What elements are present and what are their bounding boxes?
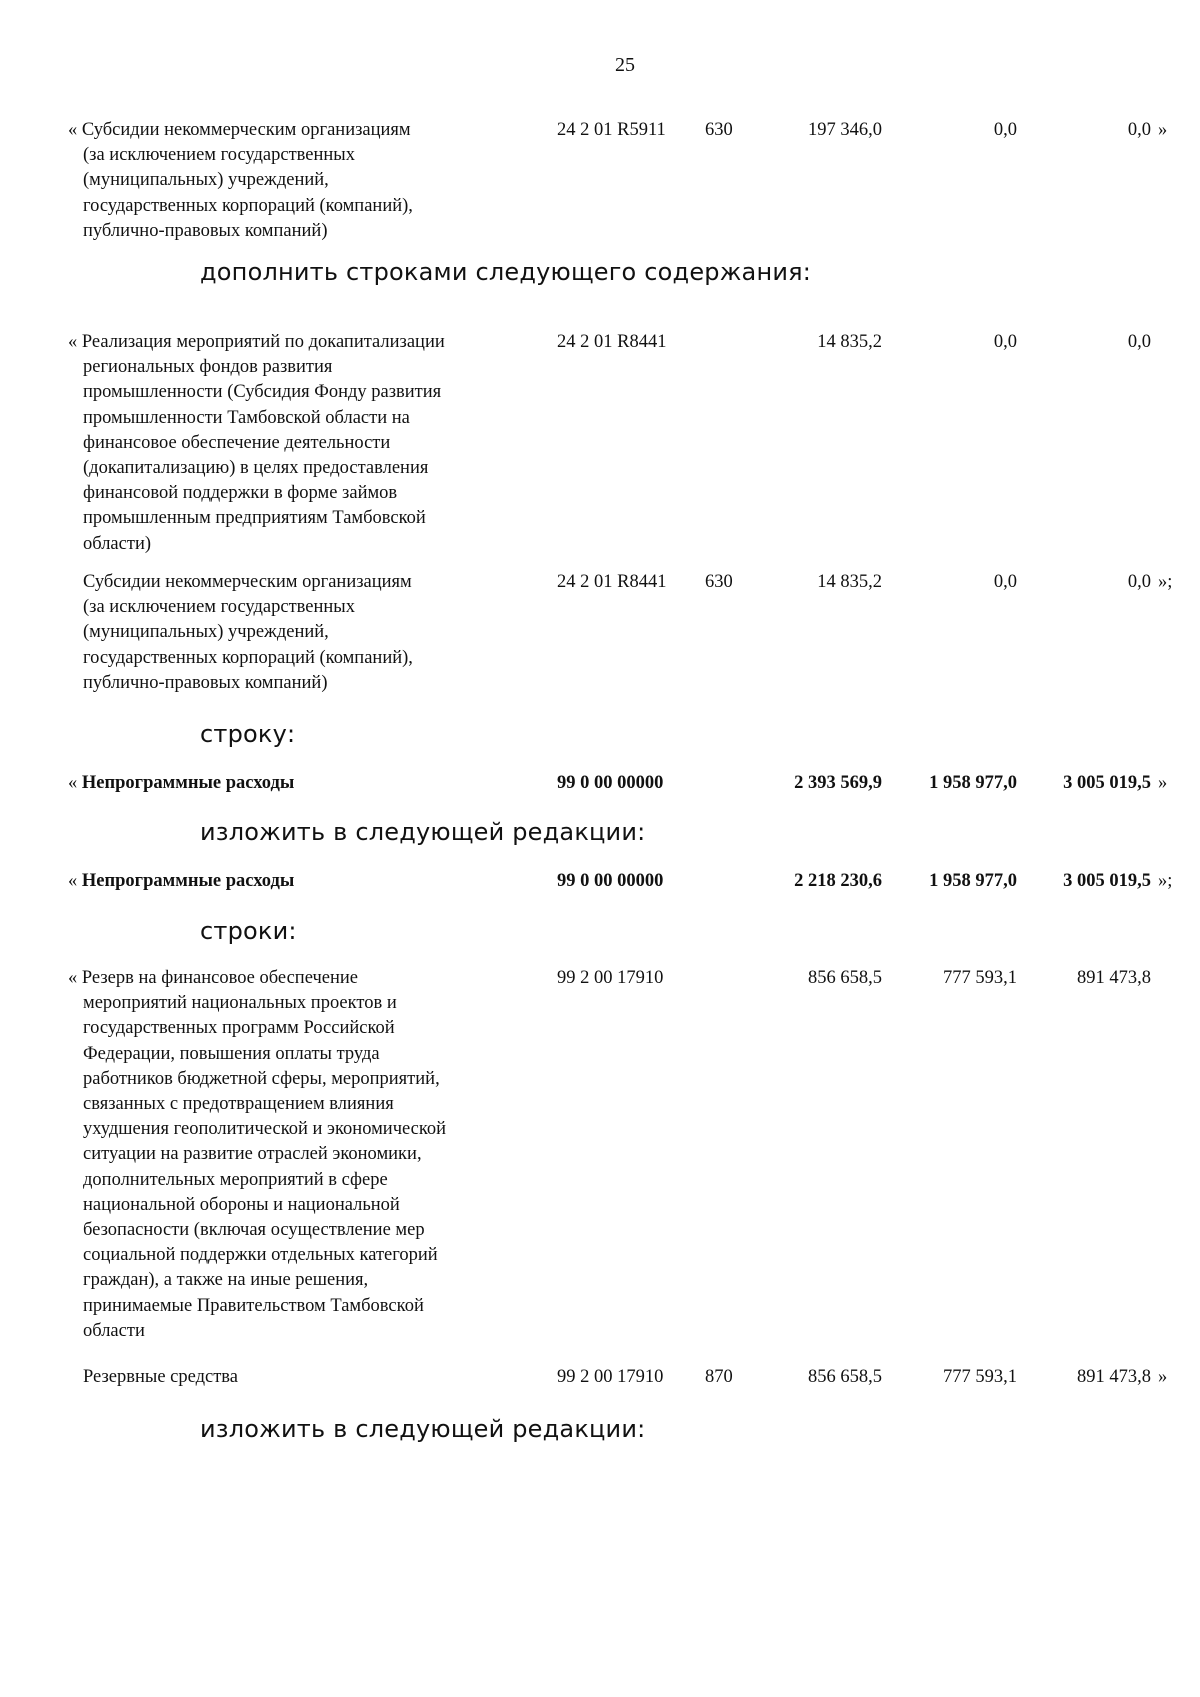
instruction-text: изложить в следующей редакции: xyxy=(200,818,646,846)
target-code: 99 2 00 17910 xyxy=(557,1367,664,1387)
description-line: ситуации на развитие отраслей экономики, xyxy=(83,1144,422,1165)
expense-type-code: 630 xyxy=(705,120,733,140)
value-year-2: 0,0 xyxy=(993,120,1017,140)
page-number: 25 xyxy=(615,54,635,76)
open-quote: « xyxy=(68,773,78,793)
value-year-3: 0,0 xyxy=(1127,572,1151,592)
description-line: Реализация мероприятий по докапитализации xyxy=(81,332,445,352)
description-line: финансовое обеспечение деятельности xyxy=(83,432,391,453)
description-line: региональных фондов развития xyxy=(83,357,333,378)
value-year-1: 197 346,0 xyxy=(808,120,882,140)
value-year-2: 0,0 xyxy=(993,332,1017,352)
description-line: (за исключением государственных xyxy=(83,145,355,166)
description-line: граждан), а также на иные решения, xyxy=(83,1270,369,1291)
value-year-1: 2 218 230,6 xyxy=(794,871,882,891)
close-quote: »; xyxy=(1158,871,1173,891)
close-quote: » xyxy=(1158,1367,1168,1387)
value-year-2: 777 593,1 xyxy=(943,968,1017,988)
value-year-3: 3 005 019,5 xyxy=(1063,871,1151,891)
description-line: публично-правовых компаний) xyxy=(83,672,328,693)
value-year-2: 0,0 xyxy=(993,572,1017,592)
target-code: 24 2 01 R8441 xyxy=(557,572,667,592)
description-line: области) xyxy=(83,533,152,554)
value-year-1: 2 393 569,9 xyxy=(794,773,882,793)
instruction-text: изложить в следующей редакции: xyxy=(200,1415,646,1443)
row-label: Непрограммные расходы xyxy=(81,871,295,891)
open-quote: « xyxy=(68,871,78,891)
description-line: финансовой поддержки в форме займов xyxy=(83,483,398,504)
value-year-3: 3 005 019,5 xyxy=(1063,773,1151,793)
description-line: дополнительных мероприятий в сфере xyxy=(83,1169,388,1190)
row-description xyxy=(68,118,538,244)
open-quote: « xyxy=(68,332,78,352)
description-line: (за исключением государственных xyxy=(83,597,355,618)
description-line: национальной обороны и национальной xyxy=(83,1194,400,1215)
row-label: Резервные средства xyxy=(83,1367,238,1387)
description-line: социальной поддержки отдельных категорий xyxy=(83,1245,438,1266)
description-line: работников бюджетной сферы, мероприятий, xyxy=(83,1068,440,1089)
row-label: Непрограммные расходы xyxy=(81,773,295,793)
open-quote: « xyxy=(68,968,78,988)
description-line: промышленности Тамбовской области на xyxy=(83,407,410,428)
target-code: 99 0 00 00000 xyxy=(557,871,664,891)
row-description xyxy=(68,966,538,1344)
row-description xyxy=(68,330,538,557)
row-description xyxy=(68,869,538,894)
description-line: государственных программ Российской xyxy=(83,1018,395,1039)
close-quote: » xyxy=(1158,120,1168,140)
description-line: ухудшения геополитической и экономической xyxy=(83,1119,447,1140)
close-quote: » xyxy=(1158,773,1168,793)
close-quote: »; xyxy=(1158,572,1173,592)
description-line: государственных корпораций (компаний), xyxy=(83,195,413,216)
description-line: государственных корпораций (компаний), xyxy=(83,647,413,668)
description-line: промышленным предприятиям Тамбовской xyxy=(83,508,426,529)
description-line: мероприятий национальных проектов и xyxy=(83,993,397,1014)
value-year-3: 0,0 xyxy=(1127,332,1151,352)
target-code: 24 2 01 R8441 xyxy=(557,332,667,352)
value-year-2: 1 958 977,0 xyxy=(929,871,1017,891)
value-year-2: 777 593,1 xyxy=(943,1367,1017,1387)
open-quote: « xyxy=(68,120,78,140)
target-code: 99 0 00 00000 xyxy=(557,773,664,793)
instruction-text: строки: xyxy=(200,917,297,945)
description-line: Резерв на финансовое обеспечение xyxy=(81,968,358,988)
row-description xyxy=(68,570,553,696)
value-year-3: 891 473,8 xyxy=(1077,968,1151,988)
description-line: области xyxy=(83,1320,145,1341)
description-line: публично-правовых компаний) xyxy=(83,220,328,241)
value-year-1: 14 835,2 xyxy=(817,572,882,592)
row-description xyxy=(68,771,538,796)
target-code: 24 2 01 R5911 xyxy=(557,120,666,140)
description-line: безопасности (включая осуществление мер xyxy=(83,1220,425,1241)
value-year-1: 14 835,2 xyxy=(817,332,882,352)
description-line: принимаемые Правительством Тамбовской xyxy=(83,1295,424,1316)
description-line: (докапитализацию) в целях предоставления xyxy=(83,458,429,479)
target-code: 99 2 00 17910 xyxy=(557,968,664,988)
description-line: связанных с предотвращением влияния xyxy=(83,1094,394,1115)
description-line: промышленности (Субсидия Фонду развития xyxy=(83,382,442,403)
row-description xyxy=(68,1365,553,1390)
value-year-1: 856 658,5 xyxy=(808,968,882,988)
description-line: Субсидии некоммерческим организациям xyxy=(83,572,412,592)
expense-type-code: 870 xyxy=(705,1367,733,1387)
value-year-2: 1 958 977,0 xyxy=(929,773,1017,793)
value-year-3: 891 473,8 xyxy=(1077,1367,1151,1387)
instruction-text: строку: xyxy=(200,720,296,748)
expense-type-code: 630 xyxy=(705,572,733,592)
instruction-text: дополнить строками следующего содержания: xyxy=(200,258,812,286)
value-year-1: 856 658,5 xyxy=(808,1367,882,1387)
description-line: Федерации, повышения оплаты труда xyxy=(83,1043,380,1064)
description-line: (муниципальных) учреждений, xyxy=(83,170,329,191)
description-line: (муниципальных) учреждений, xyxy=(83,622,329,643)
description-line: Субсидии некоммерческим организациям xyxy=(81,120,411,140)
value-year-3: 0,0 xyxy=(1127,120,1151,140)
